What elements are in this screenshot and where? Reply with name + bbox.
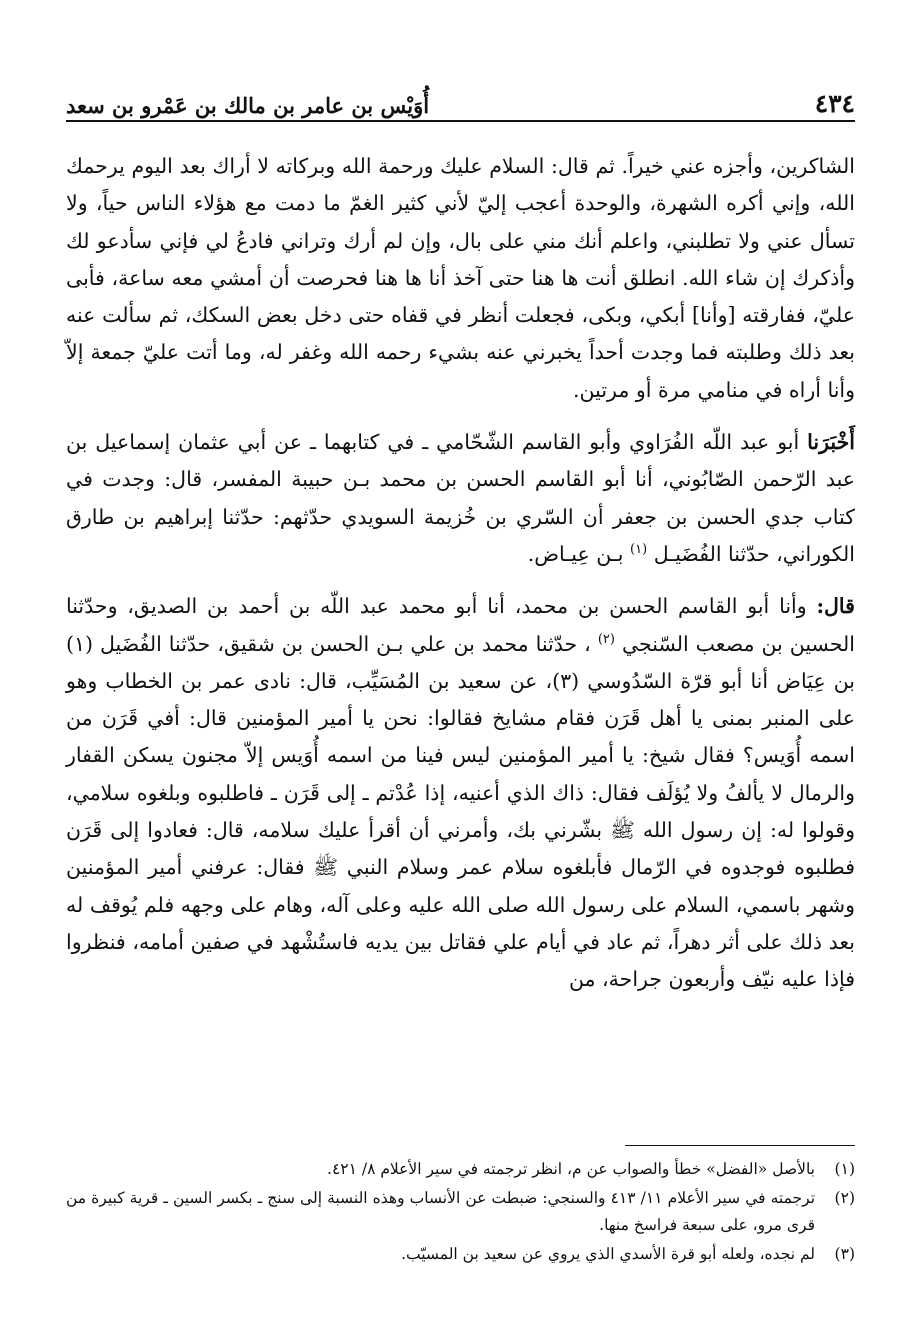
paragraph-text: وأنا أبو القاسم الحسن بن محمد، أنا أبو محمد عبد اللّه بن أحمد بن الصديق، وحدّثنا الحسين بن مصعب السّنجي — [66, 594, 855, 656]
footnote-3 — [66, 1241, 855, 1268]
paragraph-1 — [66, 148, 855, 409]
footnote-text: بالأصل «الفضل» خطأ والصواب عن م، انظر ترجمته في سير الأعلام ٨/ ٤٢١. — [327, 1160, 815, 1178]
paragraph-text-tail: ، حدّثنا محمد بن علي بـن الحسن بن شقيق، حدّثنا الفُضَيل (١) بن عِيَاض أنا أبو قرّة السّدُوسي (٣)، عن سعيد بن المُسَيِّب، قال: نادى عمر بن الخطاب وهو على المنبر بمنى يا أهل قَرَن فقام مشايخ فقالوا: نحن يا أمير المؤمنين قال: أفي قَرَن من اسمه أُوَيس؟ فقال شيخ: يا أمير المؤمنين ليس فينا من اسمه أُوَيس إلاّ مجنون يسكن القفار والرمال لا يألفُ ولا يُؤلَف فقال: ذاك الذي أعنيه، إذا عُدْتم ـ إلى قَرَن ـ فاطلبوه وبلغوه سلامي، وقولوا له: إن رسول الله ﷺ بشّرني بك، وأمرني أن أقرأ عليك سلامه، قال: فعادوا إلى قَرَن فطلبوه فوجدوه في الرّمال فأبلغوه سلام عمر وسلام النبي ﷺ فقال: عرفني أمير المؤمنين وشهر باسمي، السلام على رسول الله صلى الله عليه وعلى آله، وهام على وجهه فلم يُوقف له بعد ذلك على أثر دهراً، ثم عاد في أيام علي فقاتل بين يديه فاستُشْهد في صفين أمامه، فنظروا فإذا عليه نيّف وأربعون جراحة، من — [66, 631, 856, 992]
page-number: ٤٣٤ — [814, 89, 855, 118]
footnote-1 — [66, 1156, 855, 1183]
footnote-text: لم نجده، ولعله أبو قرة الأسدي الذي يروي عن سعيد بن المسيّب. — [401, 1245, 815, 1263]
footnote-reference: (١) — [630, 542, 648, 558]
footnote-rule — [625, 1145, 855, 1146]
footnote-number: (١) — [834, 1160, 855, 1178]
footnote-text: ترجمته في سير الأعلام ١١/ ٤١٣ والسنجي: ضبطت عن الأنساب وهذه النسبة إلى سنج ـ بكسر السين ـ قرية كبيرة من قرى مرو، على سبعة فراسخ منها. — [66, 1189, 816, 1234]
footnote-number: (٣) — [834, 1245, 855, 1263]
paragraph-lead-word: قال: — [816, 594, 855, 619]
paragraph-lead-word: أَخْبَرَنا — [807, 430, 855, 455]
paragraph-2 — [66, 424, 855, 573]
footnote-reference: (٢) — [597, 631, 615, 647]
running-title: أُوَيْس بن عامر بن مالك بن عَمْرو بن سعد — [66, 93, 430, 118]
paragraph-text: أبو عبد اللّه الفُرَاوي وأبو القاسم الشّحّامي ـ في كتابهما ـ عن أبي عثمان إسماعيل بن عبد الرّحمن الصّابُوني، أنا أبو القاسم الحسن بن محمد بـن حبيبة المفسر، قال: وجدت في كتاب جدي الحسن بن جعفر أن السّري بن خُزيمة السويدي حدّثهم: حدّثنا إبراهيم بن طارق الكوراني، حدّثنا الفُضَيـل — [66, 430, 855, 566]
paragraph-text: الشاكرين، وأجزه عني خيراً. ثم قال: السلام عليك ورحمة الله وبركاته لا أراك بعد اليوم يرحمك الله، وإني أكره الشهرة، والوحدة أعجب إليّ لأني كثير الغمّ ما دمت مع هؤلاء الناس حياً، ولا تسأل عني ولا تطلبني، واعلم أنك مني على بال، وإن لم أرك وتراني فادعُ لي فإني سأدعو لك وأذكرك إن شاء الله. انطلق أنت ها هنا حتى آخذ أنا ها هنا فحرصت أن أمشي معه ساعة، فأبى عليّ، ففارقته [وأنا] أبكي، وبكى، فجعلت أنظر في قفاه حتى دخل بعض السكك، ثم سألت عنه بعد ذلك وطلبته فما وجدت أحداً يخبرني عنه بشيء رحمه الله وغفر له، وما أتت عليّ جمعة إلاّ وأنا أراه في منامي مرة أو مرتين. — [66, 154, 855, 402]
main-text — [66, 148, 855, 1014]
page-header — [66, 74, 855, 116]
footnote-2 — [66, 1185, 855, 1239]
header-rule — [66, 120, 855, 122]
footnote-number: (٢) — [834, 1189, 855, 1207]
paragraph-3 — [66, 588, 855, 998]
footnotes — [66, 1156, 855, 1270]
paragraph-text-tail: بـن عِيـاض. — [527, 541, 624, 566]
